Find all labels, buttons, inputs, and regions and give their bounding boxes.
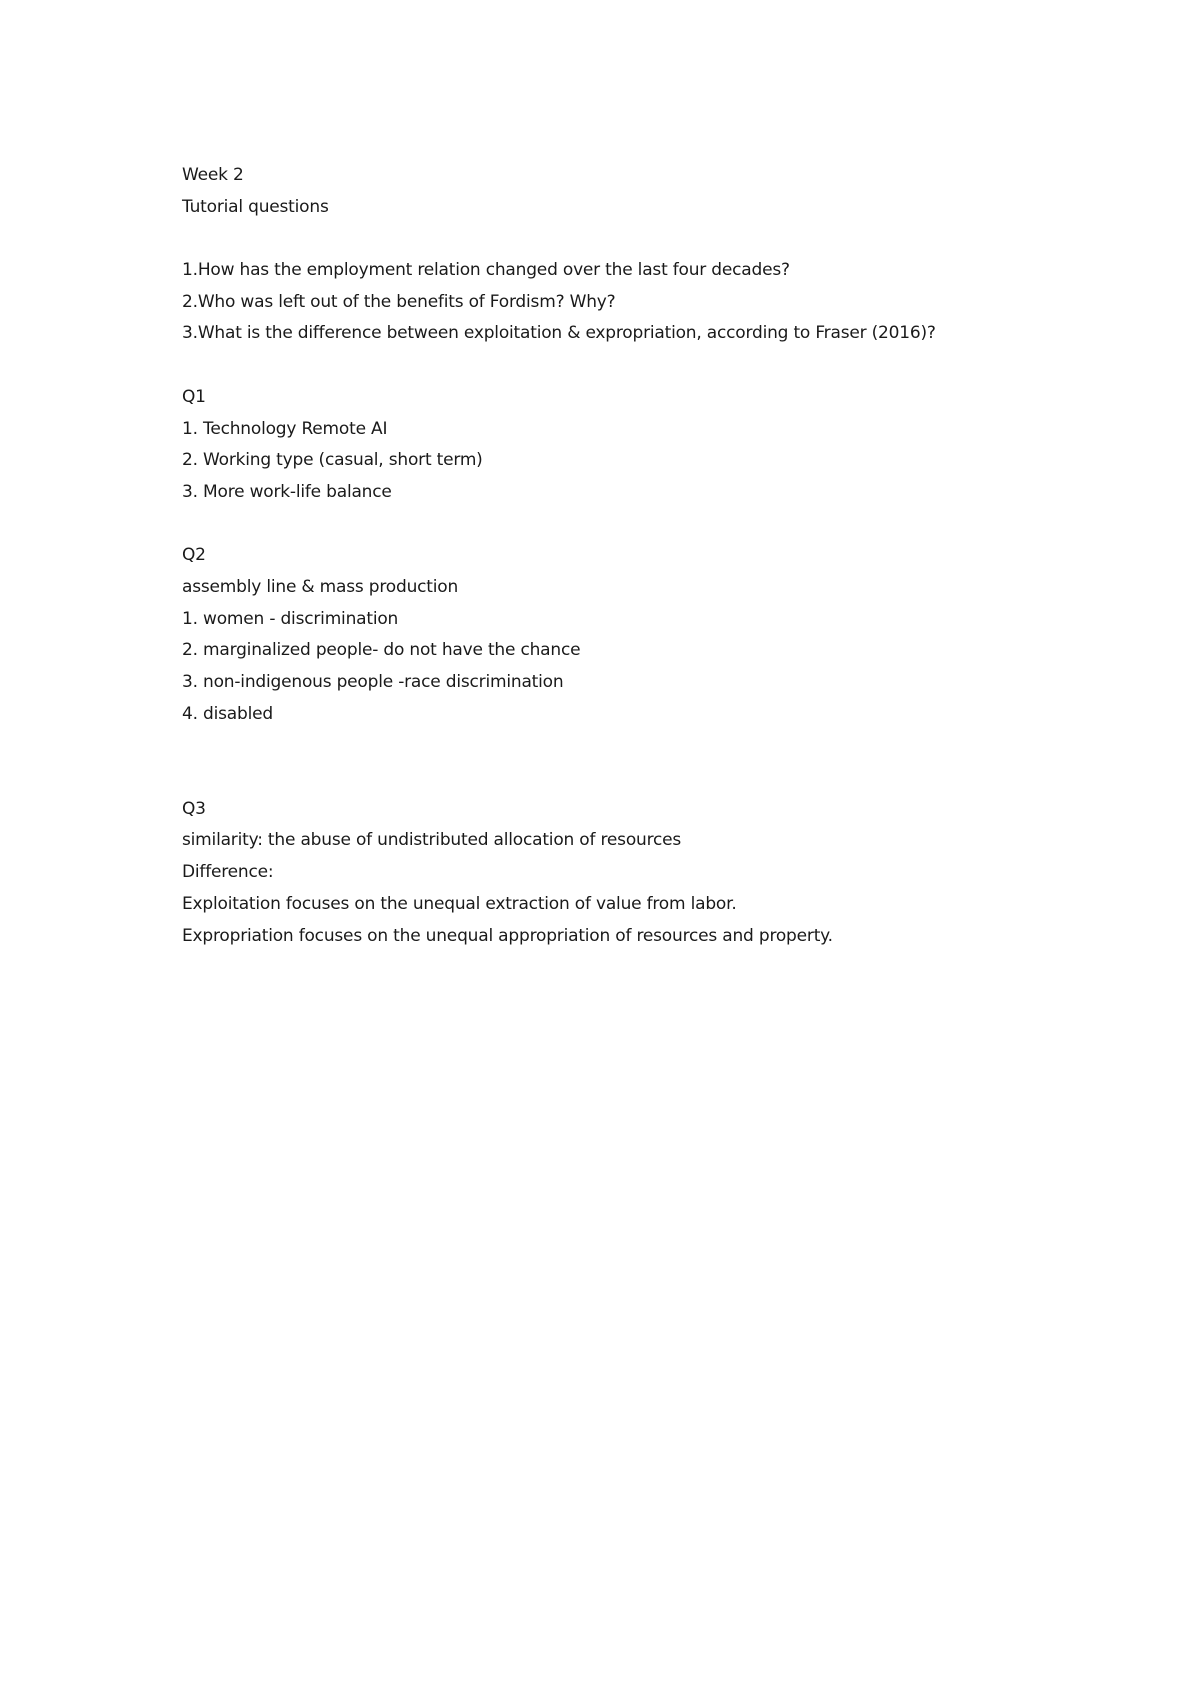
q3-section: [182, 794, 1142, 952]
question-item: 3.What is the difference between exploitation & expropriation, according to Fraser (2016)?: [182, 323, 936, 344]
q1-section: [182, 382, 1142, 509]
q2-section: [182, 540, 1142, 730]
similarity-line: similarity: the abuse of undistributed allocation of resources: [182, 830, 682, 851]
list-item: 4. disabled: [182, 703, 273, 724]
q1-heading: Q1: [182, 386, 206, 407]
list-item: 2. Working type (casual, short term): [182, 450, 483, 471]
list-item: 3. non-indigenous people -race discrimination: [182, 672, 564, 692]
week-title: Week 2: [182, 165, 244, 185]
subtitle: Tutorial questions: [182, 196, 329, 217]
q3-heading: Q3: [182, 798, 206, 819]
difference-line: Expropriation focuses on the unequal appropriation of resources and property.: [182, 925, 833, 946]
difference-label: Difference:: [182, 862, 274, 883]
q2-intro: assembly line & mass production: [182, 576, 459, 597]
q2-heading: Q2: [182, 545, 206, 566]
question-item: 1.How has the employment relation changed over the last four decades?: [182, 260, 790, 281]
list-item: 3. More work-life balance: [182, 481, 392, 502]
list-item: 2. marginalized people- do not have the chance: [182, 640, 581, 661]
list-item: 1. Technology Remote AI: [182, 418, 388, 439]
question-list: [182, 255, 1142, 350]
difference-line: Exploitation focuses on the unequal extraction of value from labor.: [182, 893, 737, 914]
question-item: 2.Who was left out of the benefits of Fordism? Why?: [182, 291, 616, 312]
list-item: 1. women - discrimination: [182, 608, 399, 629]
document-body: [182, 160, 1142, 952]
